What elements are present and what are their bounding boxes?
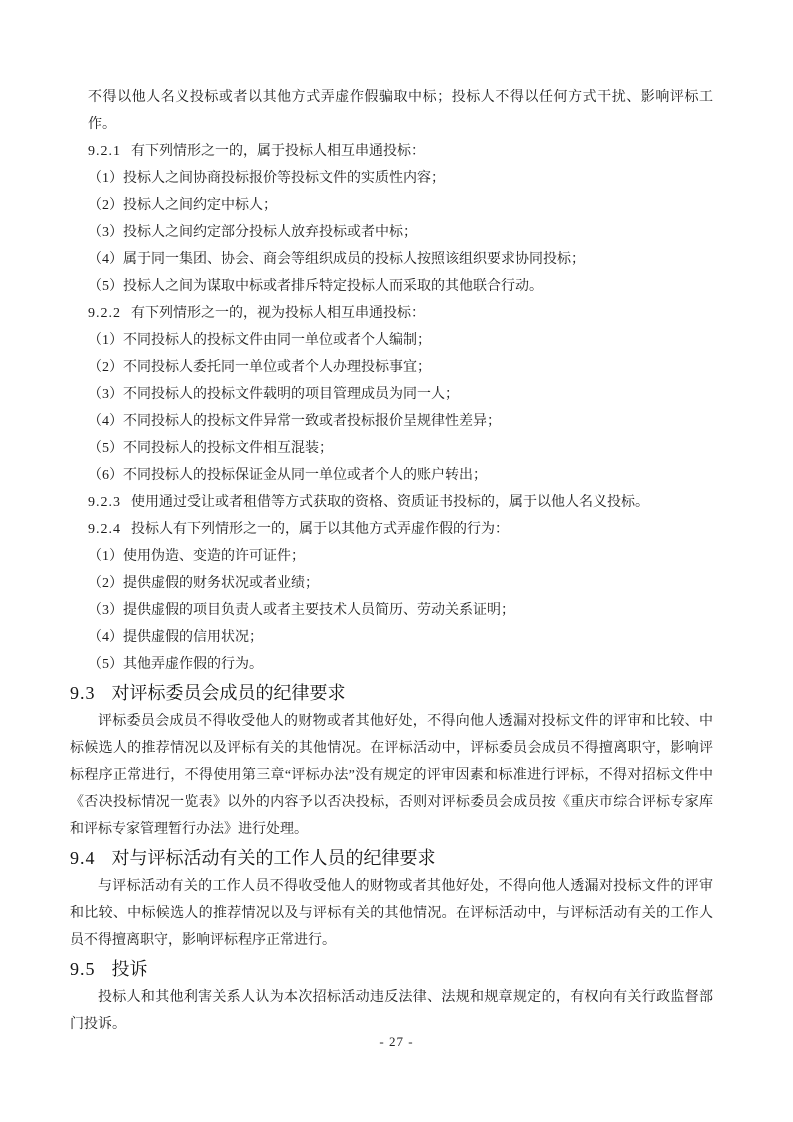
clause-item: （1）投标人之间协商投标报价等投标文件的实质性内容； — [88, 171, 445, 186]
section-number: 9.4 — [70, 848, 96, 868]
section-paragraph: 评标委员会成员不得收受他人的财物或者其他好处，不得向他人透漏对投标文件的评审和比较、中标候选人的推荐情况以及评标有关的其他情况。在评标活动中，评标委员会成员不得擅离职守，影响评标程序正常进行，不得使用第三章“评标办法”没有规定的评审因素和标准进行评标，不得对招标文件中《否决投标情况一览表》以外的内容予以否决投标，否则对评标委员会成员按《重庆市综合评标专家库和评标专家管理暂行办法》进行处理。 — [70, 714, 713, 837]
page-number: - 27 - — [379, 1034, 414, 1049]
clause-item: （2）投标人之间约定中标人； — [88, 198, 277, 213]
clause-item: （3）投标人之间约定部分投标人放弃投标或者中标； — [88, 225, 417, 240]
section-paragraph: 投标人和其他利害关系人认为本次招标活动违反法律、法规和规章规定的，有权向有关行政监督部门投诉。 — [70, 990, 713, 1032]
section-title: 投诉 — [111, 959, 148, 979]
section-number: 9.3 — [70, 683, 96, 703]
clause-item: （4）不同投标人的投标文件异常一致或者投标报价呈规律性差异； — [88, 414, 501, 429]
clause-9-2-4 — [88, 516, 713, 543]
clause-item: （3）提供虚假的项目负责人或者主要技术人员简历、劳动关系证明； — [88, 603, 515, 618]
clause-text: 使用通过受让或者租借等方式获取的资格、资质证书投标的，属于以他人名义投标。 — [131, 495, 649, 510]
section-9-2-block — [70, 84, 713, 678]
section-paragraph: 与评标活动有关的工作人员不得收受他人的财物或者其他好处，不得向他人透漏对投标文件的评审和比较、中标候选人的推荐情况以及与评标有关的其他情况。在评标活动中，与评标活动有关的工作人员不得擅离职守，影响评标程序正常进行。 — [70, 879, 713, 948]
clause-number: 9.2.1 — [88, 144, 121, 159]
clause-item: （1）使用伪造、变造的许可证件； — [88, 549, 305, 564]
clause-item: （5）不同投标人的投标文件相互混装； — [88, 441, 333, 456]
clause-item: （4）属于同一集团、协会、商会等组织成员的投标人按照该组织要求协同投标； — [88, 252, 585, 267]
section-9-4 — [70, 843, 713, 954]
clause-item: （2）不同投标人委托同一单位或者个人办理投标事宜； — [88, 360, 431, 375]
clause-text: 有下列情形之一的，视为投标人相互串通投标： — [131, 306, 425, 321]
clause-9-2-3 — [88, 489, 713, 516]
clause-item: （5）投标人之间为谋取中标或者排斥特定投标人而采取的其他联合行动。 — [88, 279, 543, 294]
section-heading — [70, 843, 713, 873]
clause-9-2-2 — [88, 300, 713, 327]
section-heading — [70, 678, 713, 708]
intro-paragraph-line: 不得以他人名义投标或者以其他方式弄虚作假骗取中标；投标人不得以任何方式干扰、影响评标工作。 — [88, 90, 713, 132]
clause-9-2-1 — [88, 138, 713, 165]
section-number: 9.5 — [70, 959, 96, 979]
section-9-5 — [70, 954, 713, 1038]
clause-number: 9.2.3 — [88, 495, 121, 510]
clause-item: （4）提供虚假的信用状况； — [88, 630, 263, 645]
clause-number: 9.2.2 — [88, 306, 121, 321]
clause-number: 9.2.4 — [88, 522, 121, 537]
clause-item: （1）不同投标人的投标文件由同一单位或者个人编制； — [88, 333, 431, 348]
page-content — [70, 84, 713, 1038]
clause-text: 投标人有下列情形之一的，属于以其他方式弄虚作假的行为： — [131, 522, 509, 537]
clause-item: （5）其他弄虚作假的行为。 — [88, 657, 263, 672]
clause-text: 有下列情形之一的，属于投标人相互串通投标： — [131, 144, 425, 159]
section-title: 对与评标活动有关的工作人员的纪律要求 — [111, 848, 436, 868]
clause-item: （2）提供虚假的财务状况或者业绩； — [88, 576, 319, 591]
section-title: 对评标委员会成员的纪律要求 — [111, 683, 346, 703]
clause-item: （6）不同投标人的投标保证金从同一单位或者个人的账户转出； — [88, 468, 487, 483]
section-heading — [70, 954, 713, 984]
section-9-3 — [70, 678, 713, 843]
clause-item: （3）不同投标人的投标文件载明的项目管理成员为同一人； — [88, 387, 459, 402]
